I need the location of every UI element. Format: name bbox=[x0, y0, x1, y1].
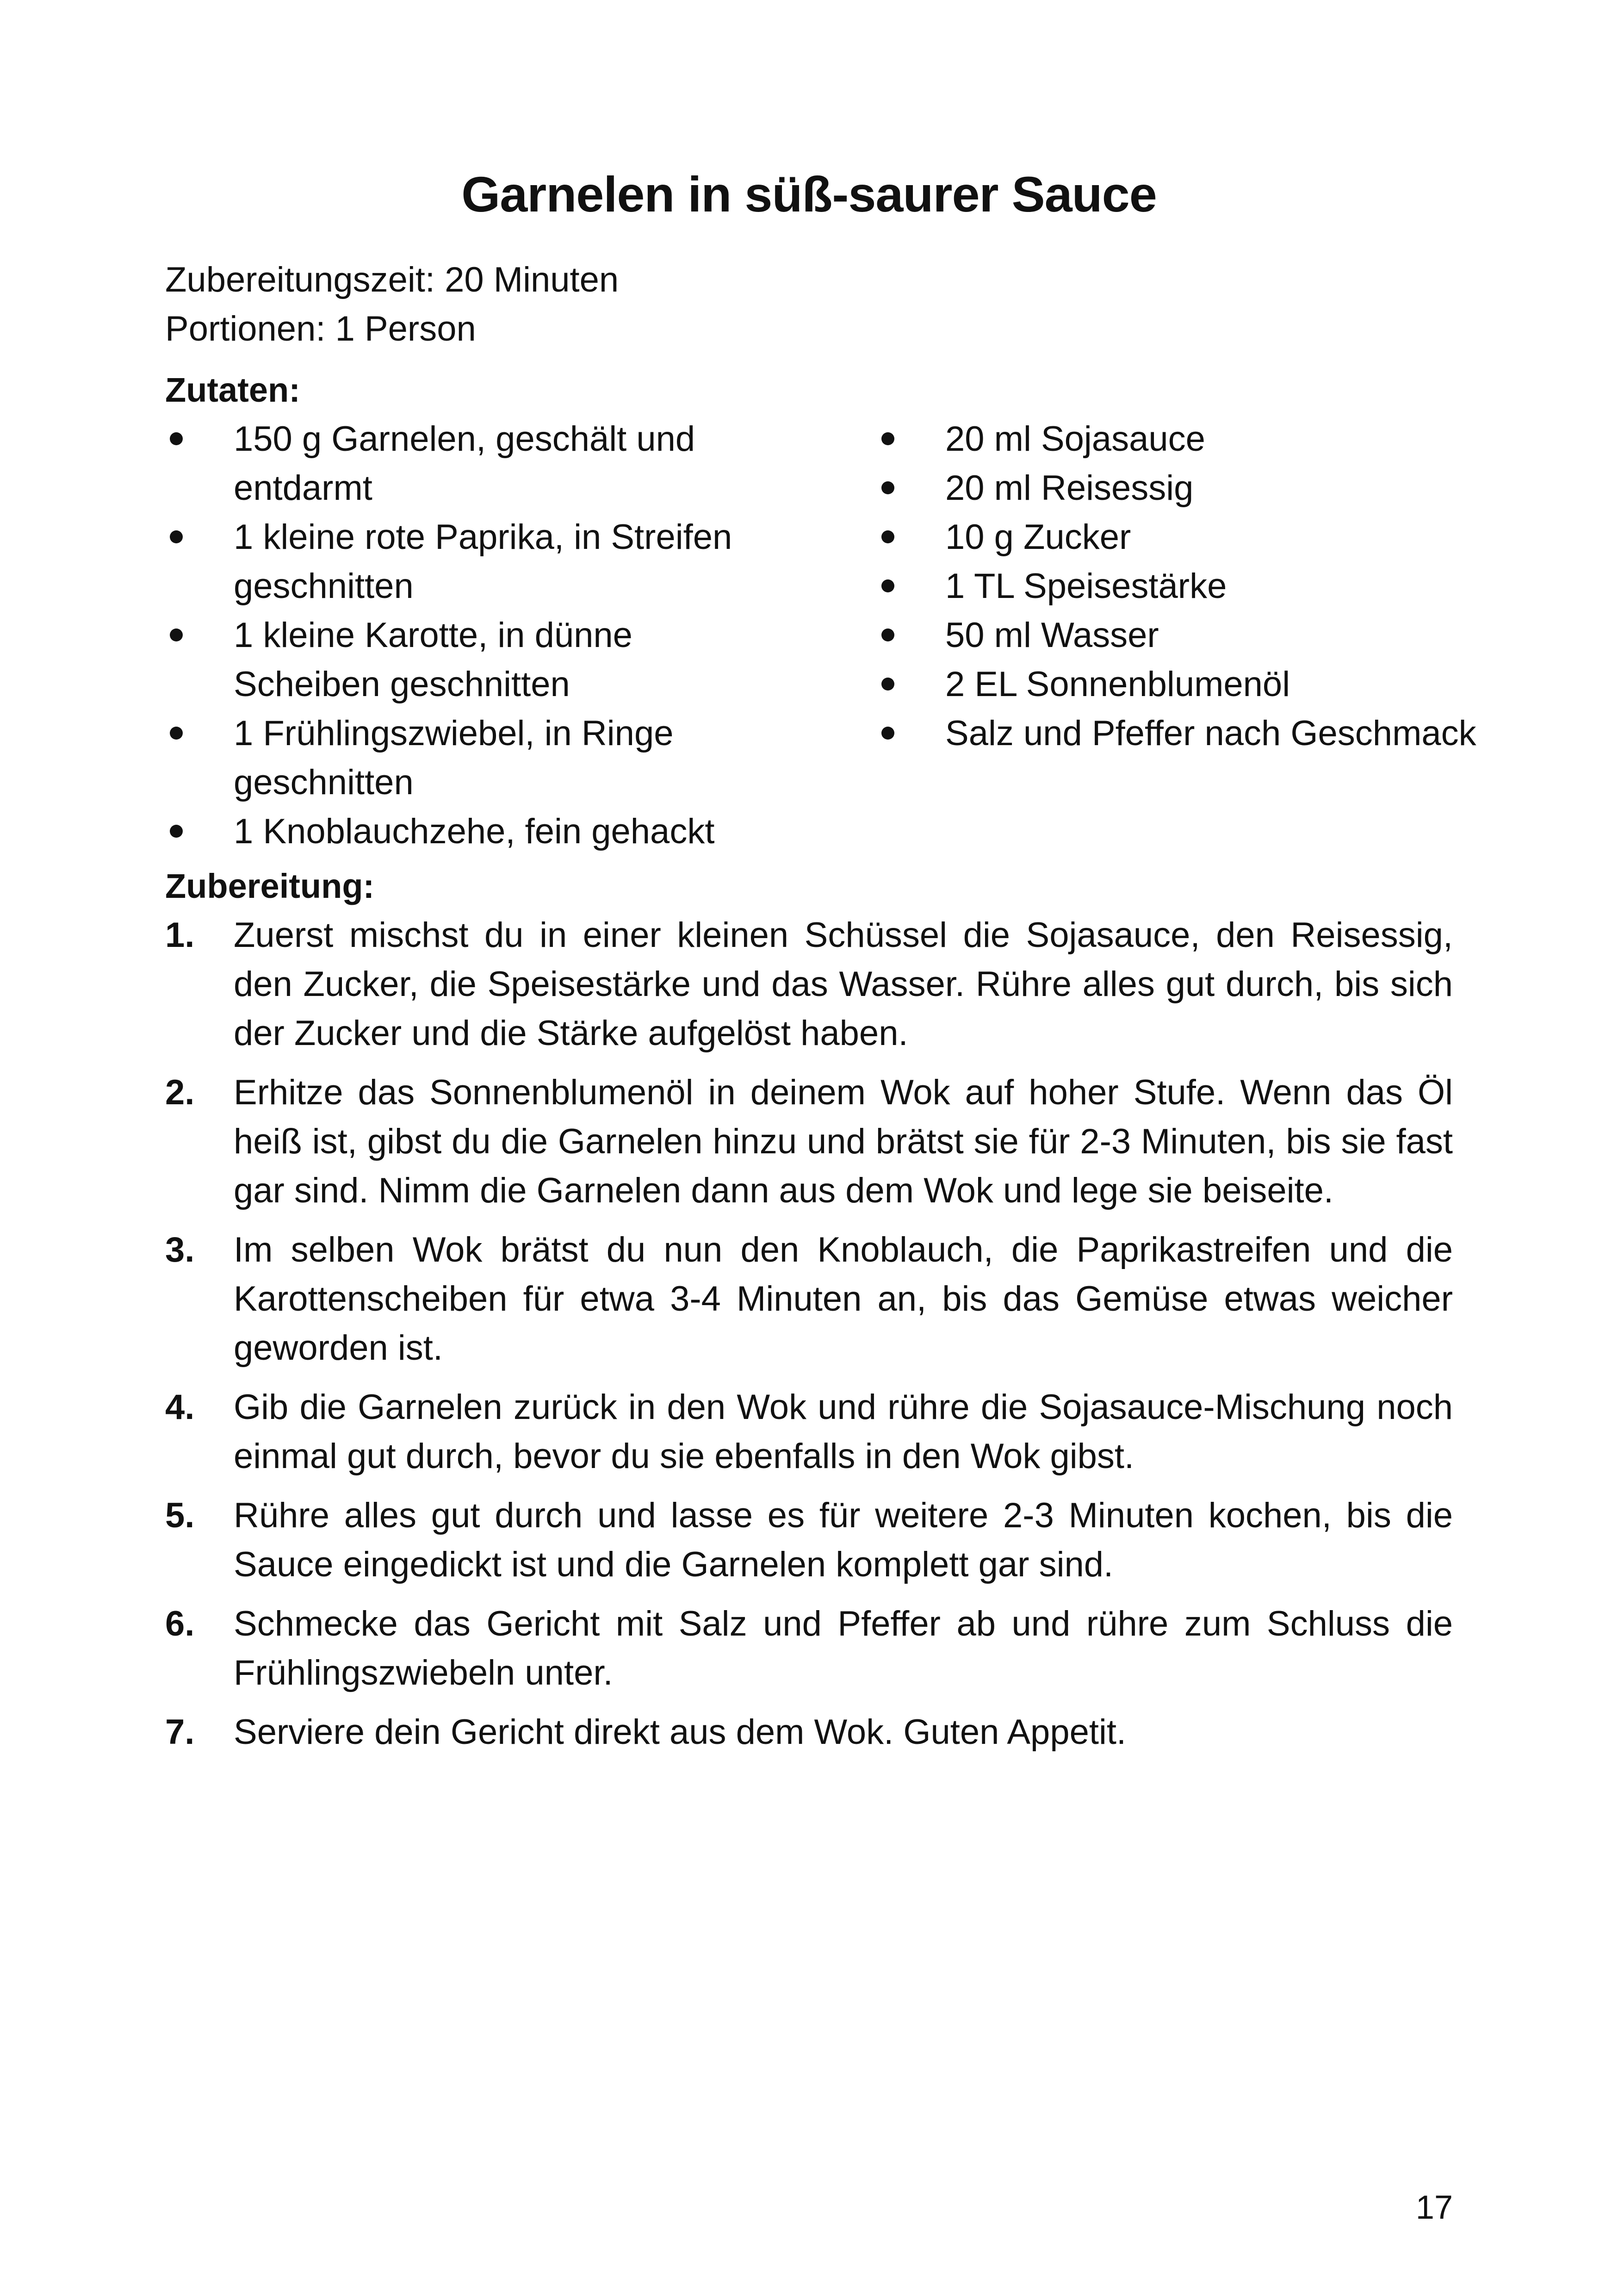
ingredient-item bbox=[165, 415, 767, 513]
ingredient-item bbox=[165, 807, 767, 856]
step-text: Rühre alles gut durch und lasse es für weitere 2-3 Minuten kochen, bis die Sauce eingedickt ist und die Garnelen komplett gar sind. bbox=[234, 1496, 1453, 1584]
step-item bbox=[165, 1491, 1453, 1589]
ingredient-item bbox=[877, 464, 1478, 513]
step-number: 1. bbox=[165, 915, 195, 955]
ingredient-text: 20 ml Sojasauce bbox=[945, 419, 1205, 459]
step-number: 4. bbox=[165, 1388, 195, 1427]
ingredient-text: 10 g Zucker bbox=[945, 517, 1131, 557]
bullet-icon bbox=[881, 481, 894, 494]
step-text: Serviere dein Gericht direkt aus dem Wok. Guten Appetit. bbox=[234, 1712, 1127, 1752]
ingredients-list-right bbox=[877, 415, 1478, 758]
ingredient-text: 50 ml Wasser bbox=[945, 616, 1159, 655]
ingredients-list-left bbox=[165, 415, 767, 856]
step-text: Im selben Wok brätst du nun den Knoblauch, die Paprikastreifen und die Karottenscheiben für etwa 3-4 Minuten an, bis das Gemüse etwas weicher geworden ist. bbox=[234, 1230, 1453, 1368]
ingredient-item bbox=[877, 660, 1478, 709]
ingredients-heading: Zutaten: bbox=[165, 371, 300, 409]
ingredient-item bbox=[165, 513, 767, 611]
bullet-icon bbox=[881, 678, 894, 691]
ingredient-text: 150 g Garnelen, geschält und entdarmt bbox=[234, 419, 695, 508]
recipe-title: Garnelen in süß-saurer Sauce bbox=[461, 166, 1157, 222]
step-item bbox=[165, 1599, 1453, 1698]
step-number: 7. bbox=[165, 1712, 195, 1752]
bullet-icon bbox=[170, 432, 183, 445]
step-number: 5. bbox=[165, 1496, 195, 1535]
ingredient-text: 1 kleine Karotte, in dünne Scheiben geschnitten bbox=[234, 616, 632, 704]
ingredient-text: 1 TL Speisestärke bbox=[945, 566, 1227, 606]
bullet-icon bbox=[881, 628, 894, 641]
ingredient-item bbox=[877, 709, 1478, 758]
step-item bbox=[165, 1383, 1453, 1481]
step-item bbox=[165, 911, 1453, 1058]
ingredient-item bbox=[877, 513, 1478, 562]
bullet-icon bbox=[170, 530, 183, 543]
bullet-icon bbox=[170, 727, 183, 740]
bullet-icon bbox=[170, 825, 183, 838]
bullet-icon bbox=[881, 579, 894, 592]
ingredient-item bbox=[877, 611, 1478, 660]
bullet-icon bbox=[881, 432, 894, 445]
ingredient-item bbox=[877, 562, 1478, 611]
ingredient-item bbox=[165, 709, 767, 807]
servings: Portionen: 1 Person bbox=[165, 309, 476, 348]
page-number: 17 bbox=[1415, 2189, 1453, 2226]
step-number: 2. bbox=[165, 1073, 195, 1112]
ingredient-text: 1 Knoblauchzehe, fein gehackt bbox=[234, 812, 715, 851]
ingredient-item bbox=[877, 415, 1478, 464]
ingredient-text: Salz und Pfeffer nach Geschmack bbox=[945, 714, 1476, 753]
step-text: Schmecke das Gericht mit Salz und Pfeffer ab und rühre zum Schluss die Frühlingszwiebeln unter. bbox=[234, 1604, 1453, 1692]
ingredient-item bbox=[165, 611, 767, 709]
prep-time: Zubereitungszeit: 20 Minuten bbox=[165, 260, 619, 299]
step-number: 6. bbox=[165, 1604, 195, 1643]
preparation-heading: Zubereitung: bbox=[165, 867, 375, 905]
step-text: Zuerst mischst du in einer kleinen Schüssel die Sojasauce, den Reisessig, den Zucker, die Speisestärke und das Wasser. Rühre alles gut durch, bis sich der Zucker und die Stärke aufgelöst haben. bbox=[234, 915, 1453, 1053]
bullet-icon bbox=[881, 727, 894, 740]
step-number: 3. bbox=[165, 1230, 195, 1269]
step-text: Erhitze das Sonnenblumenöl in deinem Wok auf hoher Stufe. Wenn das Öl heiß ist, gibst du die Garnelen hinzu und brätst sie für 2-3 Minuten, bis sie fast gar sind. Nimm die Garnelen dann aus dem Wok und lege sie beiseite. bbox=[234, 1073, 1453, 1210]
ingredient-text: 20 ml Reisessig bbox=[945, 468, 1194, 508]
preparation-steps bbox=[165, 911, 1453, 1767]
step-item bbox=[165, 1708, 1453, 1757]
bullet-icon bbox=[881, 530, 894, 543]
ingredient-text: 1 kleine rote Paprika, in Streifen geschnitten bbox=[234, 517, 732, 606]
ingredient-text: 1 Frühlingszwiebel, in Ringe geschnitten bbox=[234, 714, 674, 802]
bullet-icon bbox=[170, 628, 183, 641]
ingredient-text: 2 EL Sonnenblumenöl bbox=[945, 665, 1290, 704]
step-item bbox=[165, 1226, 1453, 1373]
step-item bbox=[165, 1068, 1453, 1215]
step-text: Gib die Garnelen zurück in den Wok und rühre die Sojasauce-Mischung noch einmal gut durch, bevor du sie ebenfalls in den Wok gibst. bbox=[234, 1388, 1453, 1476]
